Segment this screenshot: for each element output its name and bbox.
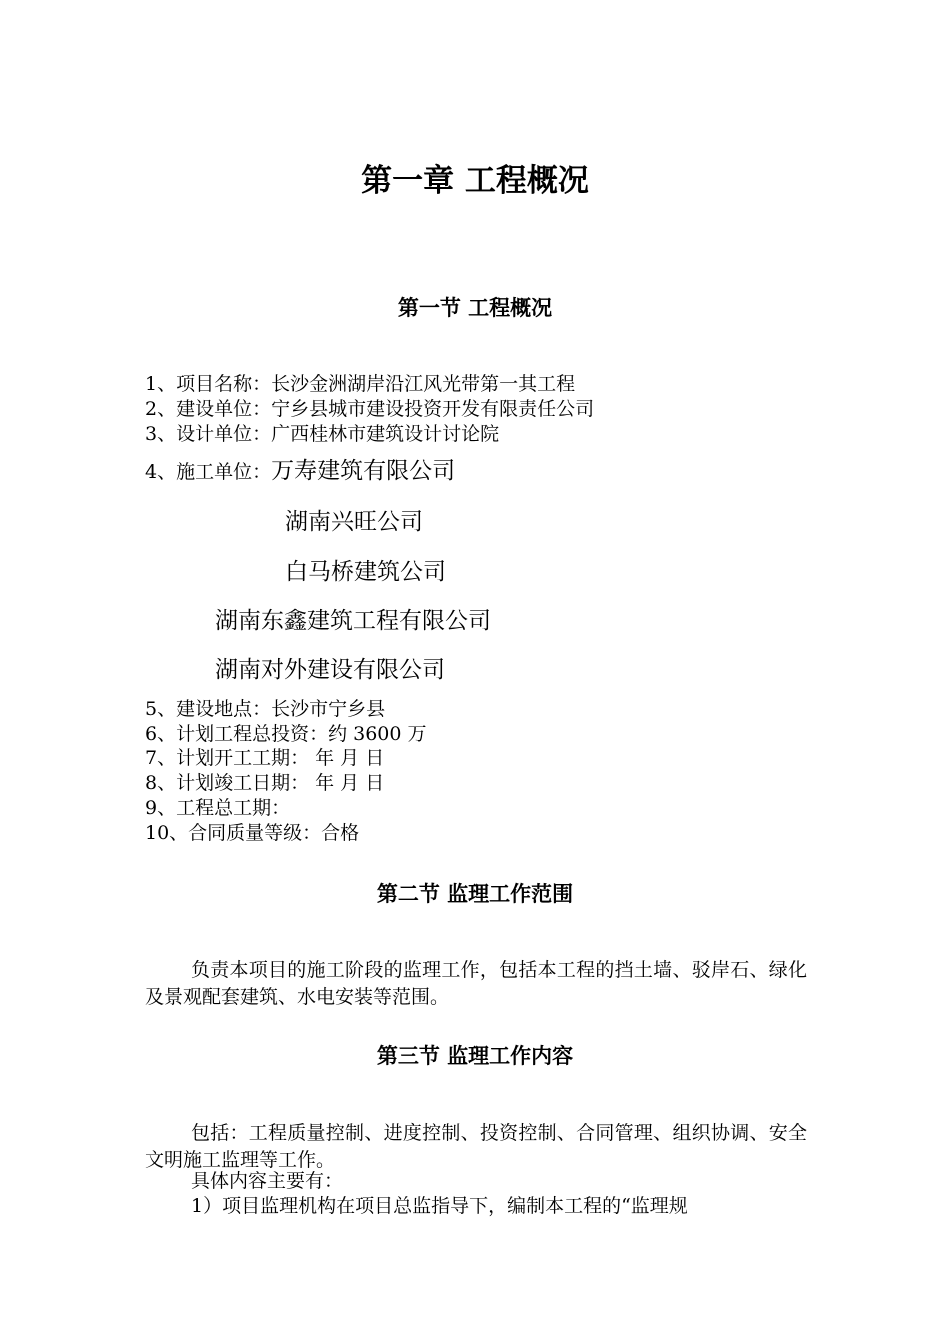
overview-item-4	[145, 459, 455, 484]
overview-item-8: 8、计划竣工日期： 年 月 日	[145, 772, 385, 794]
content-paragraph-3: 1）项目监理机构在项目总监指导下，编制本工程的“监理规	[191, 1195, 688, 1217]
contractor-1: 万寿建筑有限公司	[271, 458, 456, 484]
contractor-3: 白马桥建筑公司	[285, 559, 446, 585]
content-paragraph-1: 包括：工程质量控制、进度控制、投资控制、合同管理、组织协调、安全文明施工监理等工作。	[145, 1122, 807, 1171]
overview-item-2: 2、建设单位：宁乡县城市建设投资开发有限责任公司	[145, 398, 595, 420]
item-4-label: 4、施工单位：	[145, 461, 272, 483]
content-paragraph-2: 具体内容主要有：	[191, 1170, 344, 1192]
overview-item-10: 10、合同质量等级：合格	[145, 822, 360, 844]
overview-item-6: 6、计划工程总投资：约 3600 万	[145, 723, 427, 745]
section-title-scope: 第二节 监理工作范围	[376, 882, 574, 906]
overview-item-3: 3、设计单位：广西桂林市建筑设计讨论院	[145, 423, 500, 445]
contractor-5: 湖南对外建设有限公司	[215, 657, 445, 683]
overview-item-7: 7、计划开工工期： 年 月 日	[145, 747, 385, 769]
contractor-2: 湖南兴旺公司	[285, 509, 423, 535]
section-title-content: 第三节 监理工作内容	[376, 1044, 574, 1068]
chapter-title: 第一章 工程概况	[361, 163, 589, 199]
contractor-4: 湖南东鑫建筑工程有限公司	[215, 608, 491, 634]
overview-item-1: 1、项目名称：长沙金洲湖岸沿江风光带第一其工程	[145, 373, 576, 395]
overview-item-5: 5、建设地点：长沙市宁乡县	[145, 698, 386, 720]
overview-item-9: 9、工程总工期：	[145, 797, 291, 819]
section-title-overview: 第一节 工程概况	[397, 296, 553, 320]
scope-paragraph: 负责本项目的施工阶段的监理工作，包括本工程的挡土墙、驳岸石、绿化及景观配套建筑、水电安装等范围。	[145, 959, 807, 1008]
